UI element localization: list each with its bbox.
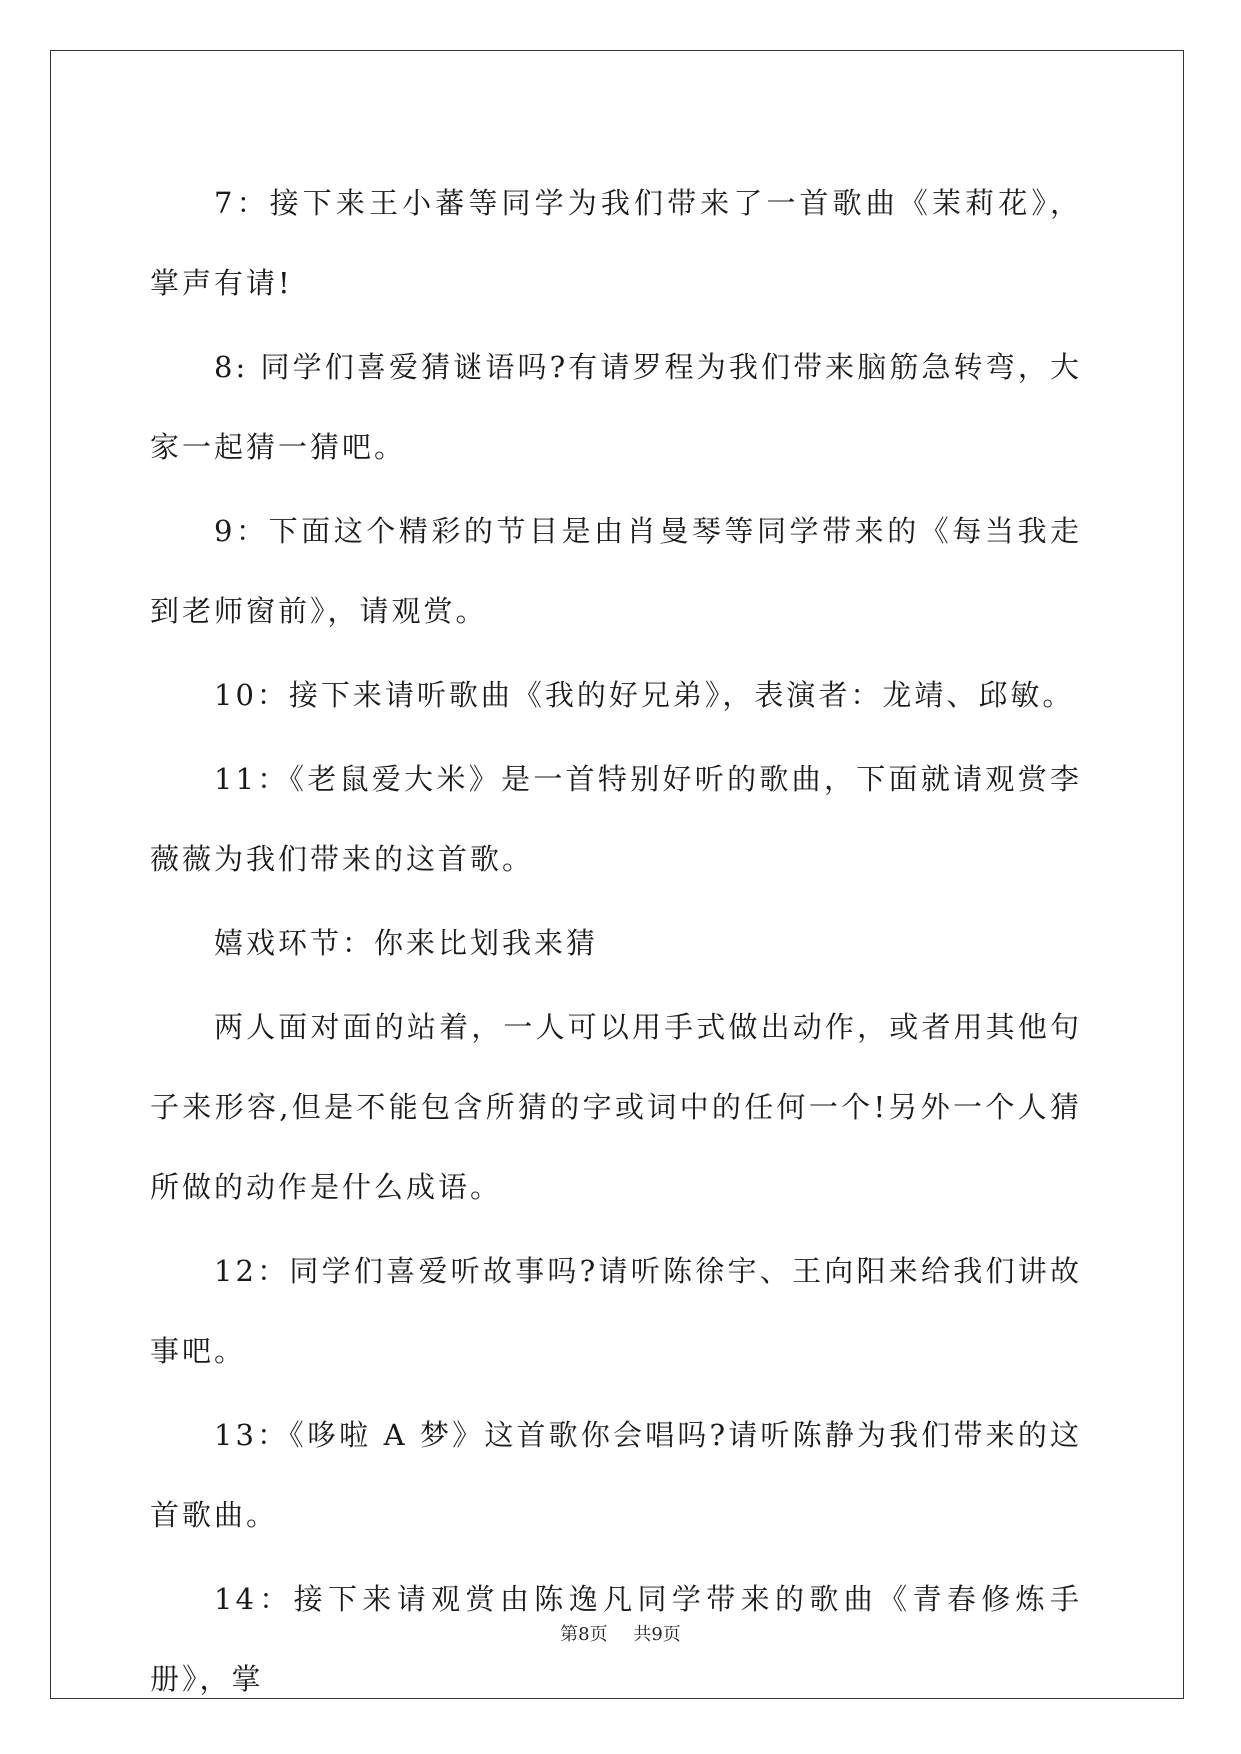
total-pages: 共9页 <box>633 1624 681 1645</box>
paragraph-item-10: 10：接下来请听歌曲《我的好兄弟》，表演者：龙靖、邱敏。 <box>214 678 1075 712</box>
page-footer <box>0 1620 1241 1646</box>
paragraph-item-13: 13：《哆啦 A 梦》这首歌你会唱吗?请听陈静为我们带来的这首歌曲。 <box>150 1418 1082 1532</box>
section-heading-game: 嬉戏环节：你来比划我来猜 <box>214 926 599 960</box>
paragraph-item-11: 11：《老鼠爱大米》是一首特别好听的歌曲，下面就请观赏李薇薇为我们带来的这首歌。 <box>150 762 1082 876</box>
paragraph-item-8: 8: 同学们喜爱猜谜语吗?有请罗程为我们带来脑筋急转弯，大家一起猜一猜吧。 <box>150 350 1082 464</box>
paragraph-item-12: 12：同学们喜爱听故事吗?请听陈徐宇、王向阳来给我们讲故事吧。 <box>150 1254 1082 1368</box>
paragraph-item-9: 9：下面这个精彩的节目是由肖曼琴等同学带来的《每当我走到老师窗前》，请观赏。 <box>150 514 1082 628</box>
paragraph-item-7: 7：接下来王小蕃等同学为我们带来了一首歌曲《茉莉花》， 掌声有请! <box>150 186 1082 300</box>
game-description: 两人面对面的站着，一人可以用手式做出动作，或者用其他句子来形容,但是不能包含所猜的字或词中的任何一个!另外一个人猜所做的动作是什么成语。 <box>150 1010 1082 1204</box>
current-page-number: 第8页 <box>560 1624 608 1645</box>
document-body <box>150 163 1082 1719</box>
paragraph-item-14: 14：接下来请观赏由陈逸凡同学带来的歌曲《青春修炼手册》，掌 <box>150 1582 1082 1696</box>
